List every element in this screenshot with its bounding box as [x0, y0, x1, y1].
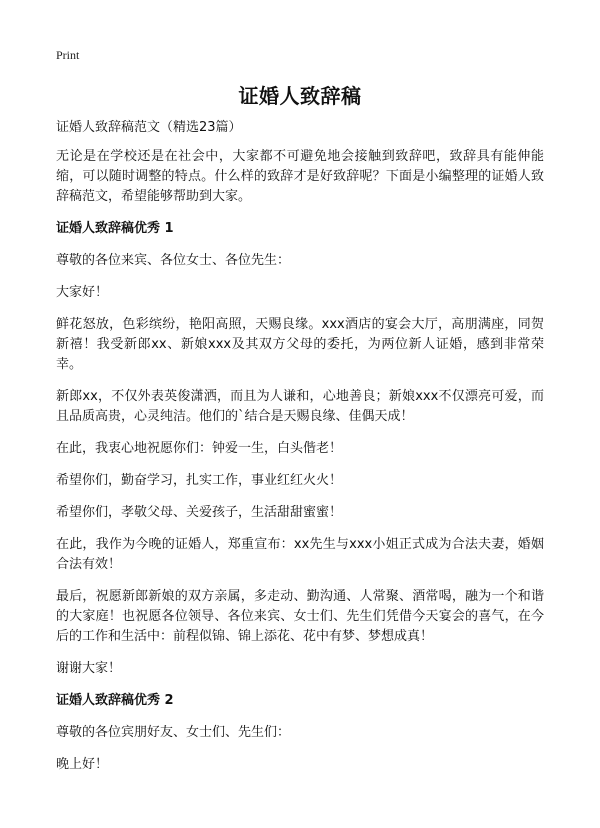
- print-label: Print: [56, 48, 80, 62]
- paragraph: 在此，我衷心地祝愿你们：钟爱一生，白头偕老！: [56, 441, 343, 456]
- paragraph: 尊敬的各位来宾、各位女士、各位先生：: [56, 253, 291, 268]
- paragraph: 在此，我作为今晚的证婚人，郑重宣布：xx先生与xxx小姐正式成为合法夫妻，婚姻合法有效！: [56, 537, 544, 572]
- paragraph: 鲜花怒放，色彩缤纷，艳阳高照，天赐良缘。xxx酒店的宴会大厅，高朋满座，同贺新禧！我受新郎xx、新娘xxx及其双方父母的委托，为两位新人证婚，感到非常荣幸。: [56, 317, 544, 372]
- document-subtitle: 证婚人致辞稿范文（精选23篇）: [56, 120, 242, 135]
- paragraph: 尊敬的各位宾朋好友、女士们、先生们：: [56, 725, 291, 740]
- paragraph: 希望你们，孝敬父母、关爱孩子，生活甜甜蜜蜜！: [56, 505, 343, 520]
- document-title: 证婚人致辞稿: [238, 84, 362, 108]
- paragraph: 晚上好！: [56, 757, 109, 772]
- section-heading-1: 证婚人致辞稿优秀 1: [56, 221, 174, 236]
- section-heading-2: 证婚人致辞稿优秀 2: [56, 693, 174, 708]
- intro-paragraph: 无论是在学校还是在社会中，大家都不可避免地会接触到致辞吧，致辞具有能伸能缩，可以随时调整的特点。什么样的致辞才是好致辞呢？下面是小编整理的证婚人致辞稿范文，希望能够帮助到大家。: [56, 149, 544, 204]
- paragraph: 大家好！: [56, 285, 109, 300]
- paragraph: 谢谢大家！: [56, 661, 122, 676]
- paragraph: 最后，祝愿新郎新娘的双方亲属，多走动、勤沟通、人常聚、酒常喝，融为一个和谐的大家庭！也祝愿各位领导、各位来宾、女士们、先生们凭借今天宴会的喜气，在今后的工作和生活中：前程似锦、锦上添花、花中有梦、梦想成真！: [56, 589, 544, 644]
- paragraph: 希望你们，勤奋学习，扎实工作，事业红红火火！: [56, 473, 343, 488]
- document-body: [56, 118, 544, 787]
- paragraph: 新郎xx，不仅外表英俊潇洒，而且为人谦和，心地善良；新娘xxx不仅漂亮可爱，而且品质高贵，心灵纯洁。他们的`结合是天赐良缘、佳偶天成！: [56, 389, 544, 424]
